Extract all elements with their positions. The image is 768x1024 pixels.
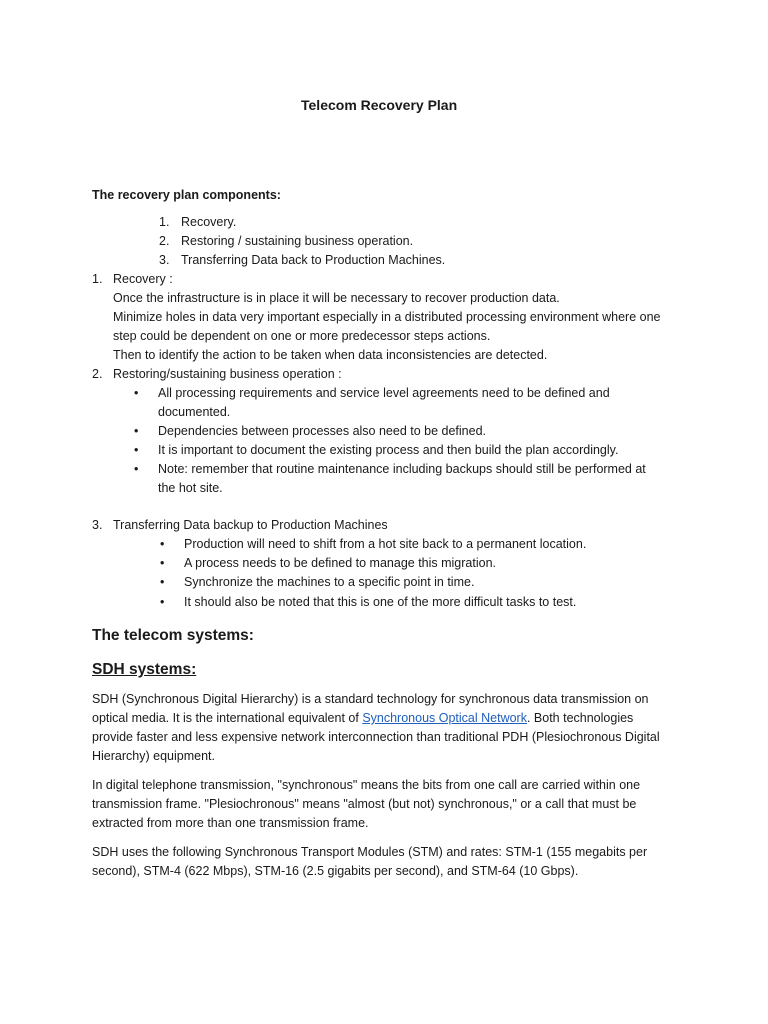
paragraph-line: SDH uses the following Synchronous Transport Modules (STM) and rates: STM-1 (155 megabits per	[92, 845, 648, 859]
section-number: 3.	[92, 518, 103, 532]
bullet-item: • A process needs to be defined to manage this migration.	[184, 554, 496, 573]
paragraph-line: Minimize holes in data very important especially in a distributed processing environment where one	[113, 310, 661, 324]
paragraph-line: second), STM-4 (622 Mbps), STM-16 (2.5 gigabits per second), and STM-64 (10 Gbps).	[92, 864, 579, 878]
bullet-item: • It should also be noted that this is one of the more difficult tasks to test.	[184, 593, 576, 612]
section-heading-recovery: Recovery :	[113, 272, 173, 286]
document-title: Telecom Recovery Plan	[301, 97, 458, 113]
paragraph-line: step could be dependent on one or more predecessor steps actions.	[113, 329, 491, 343]
bullet-item: • Synchronize the machines to a specific point in time.	[184, 573, 474, 592]
paragraph-line: SDH (Synchronous Digital Hierarchy) is a standard technology for synchronous data transmission on	[92, 692, 649, 706]
bullet-item-continuation: the hot site.	[158, 481, 223, 495]
paragraph-line: In digital telephone transmission, "synchronous" means the bits from one call are carried within one	[92, 778, 641, 792]
components-heading: The recovery plan components:	[92, 188, 281, 202]
paragraph-line	[92, 709, 633, 728]
component-number: 2.	[159, 234, 170, 248]
paragraph-line: provide faster and less expensive network interconnection than traditional PDH (Plesiochronous Digital	[92, 730, 660, 744]
section-heading-transferring: Transferring Data backup to Production Machines	[113, 518, 388, 532]
bullet-item: • Dependencies between processes also need to be defined.	[158, 422, 486, 441]
component-item: Transferring Data back to Production Machines.	[181, 253, 446, 267]
bullet-item-continuation: documented.	[158, 405, 231, 419]
bullet-item: • All processing requirements and service level agreements need to be defined and	[158, 384, 610, 403]
paragraph-line: extracted from more than one transmission frame.	[92, 816, 369, 830]
telecom-systems-heading: The telecom systems:	[92, 627, 254, 644]
paragraph-line: Then to identify the action to be taken when data inconsistencies are detected.	[113, 348, 548, 362]
bullet-item: • It is important to document the existing process and then build the plan accordingly.	[158, 441, 618, 460]
paragraph-line: Hierarchy) equipment.	[92, 749, 215, 763]
section-heading-restoring: Restoring/sustaining business operation :	[113, 367, 342, 381]
paragraph-line: transmission frame. "Plesiochronous" means "almost (but not) synchronous," or a call that must be	[92, 797, 637, 811]
component-number: 3.	[159, 253, 170, 267]
paragraph-line: Once the infrastructure is in place it will be necessary to recover production data.	[113, 291, 560, 305]
component-item: Restoring / sustaining business operation.	[181, 234, 414, 248]
component-item: Recovery.	[181, 215, 237, 229]
sdh-systems-heading: SDH systems:	[92, 661, 197, 678]
paragraph-text: optical media. It is the international equivalent of	[92, 711, 363, 725]
bullet-item: • Production will need to shift from a hot site back to a permanent location.	[184, 535, 586, 554]
sonet-link[interactable]: Synchronous Optical Network	[362, 711, 527, 725]
component-number: 1.	[159, 215, 170, 229]
section-number: 2.	[92, 367, 103, 381]
paragraph-text: . Both technologies	[526, 711, 634, 725]
bullet-item: • Note: remember that routine maintenance including backups should still be performed at	[158, 460, 646, 479]
section-number: 1.	[92, 272, 103, 286]
